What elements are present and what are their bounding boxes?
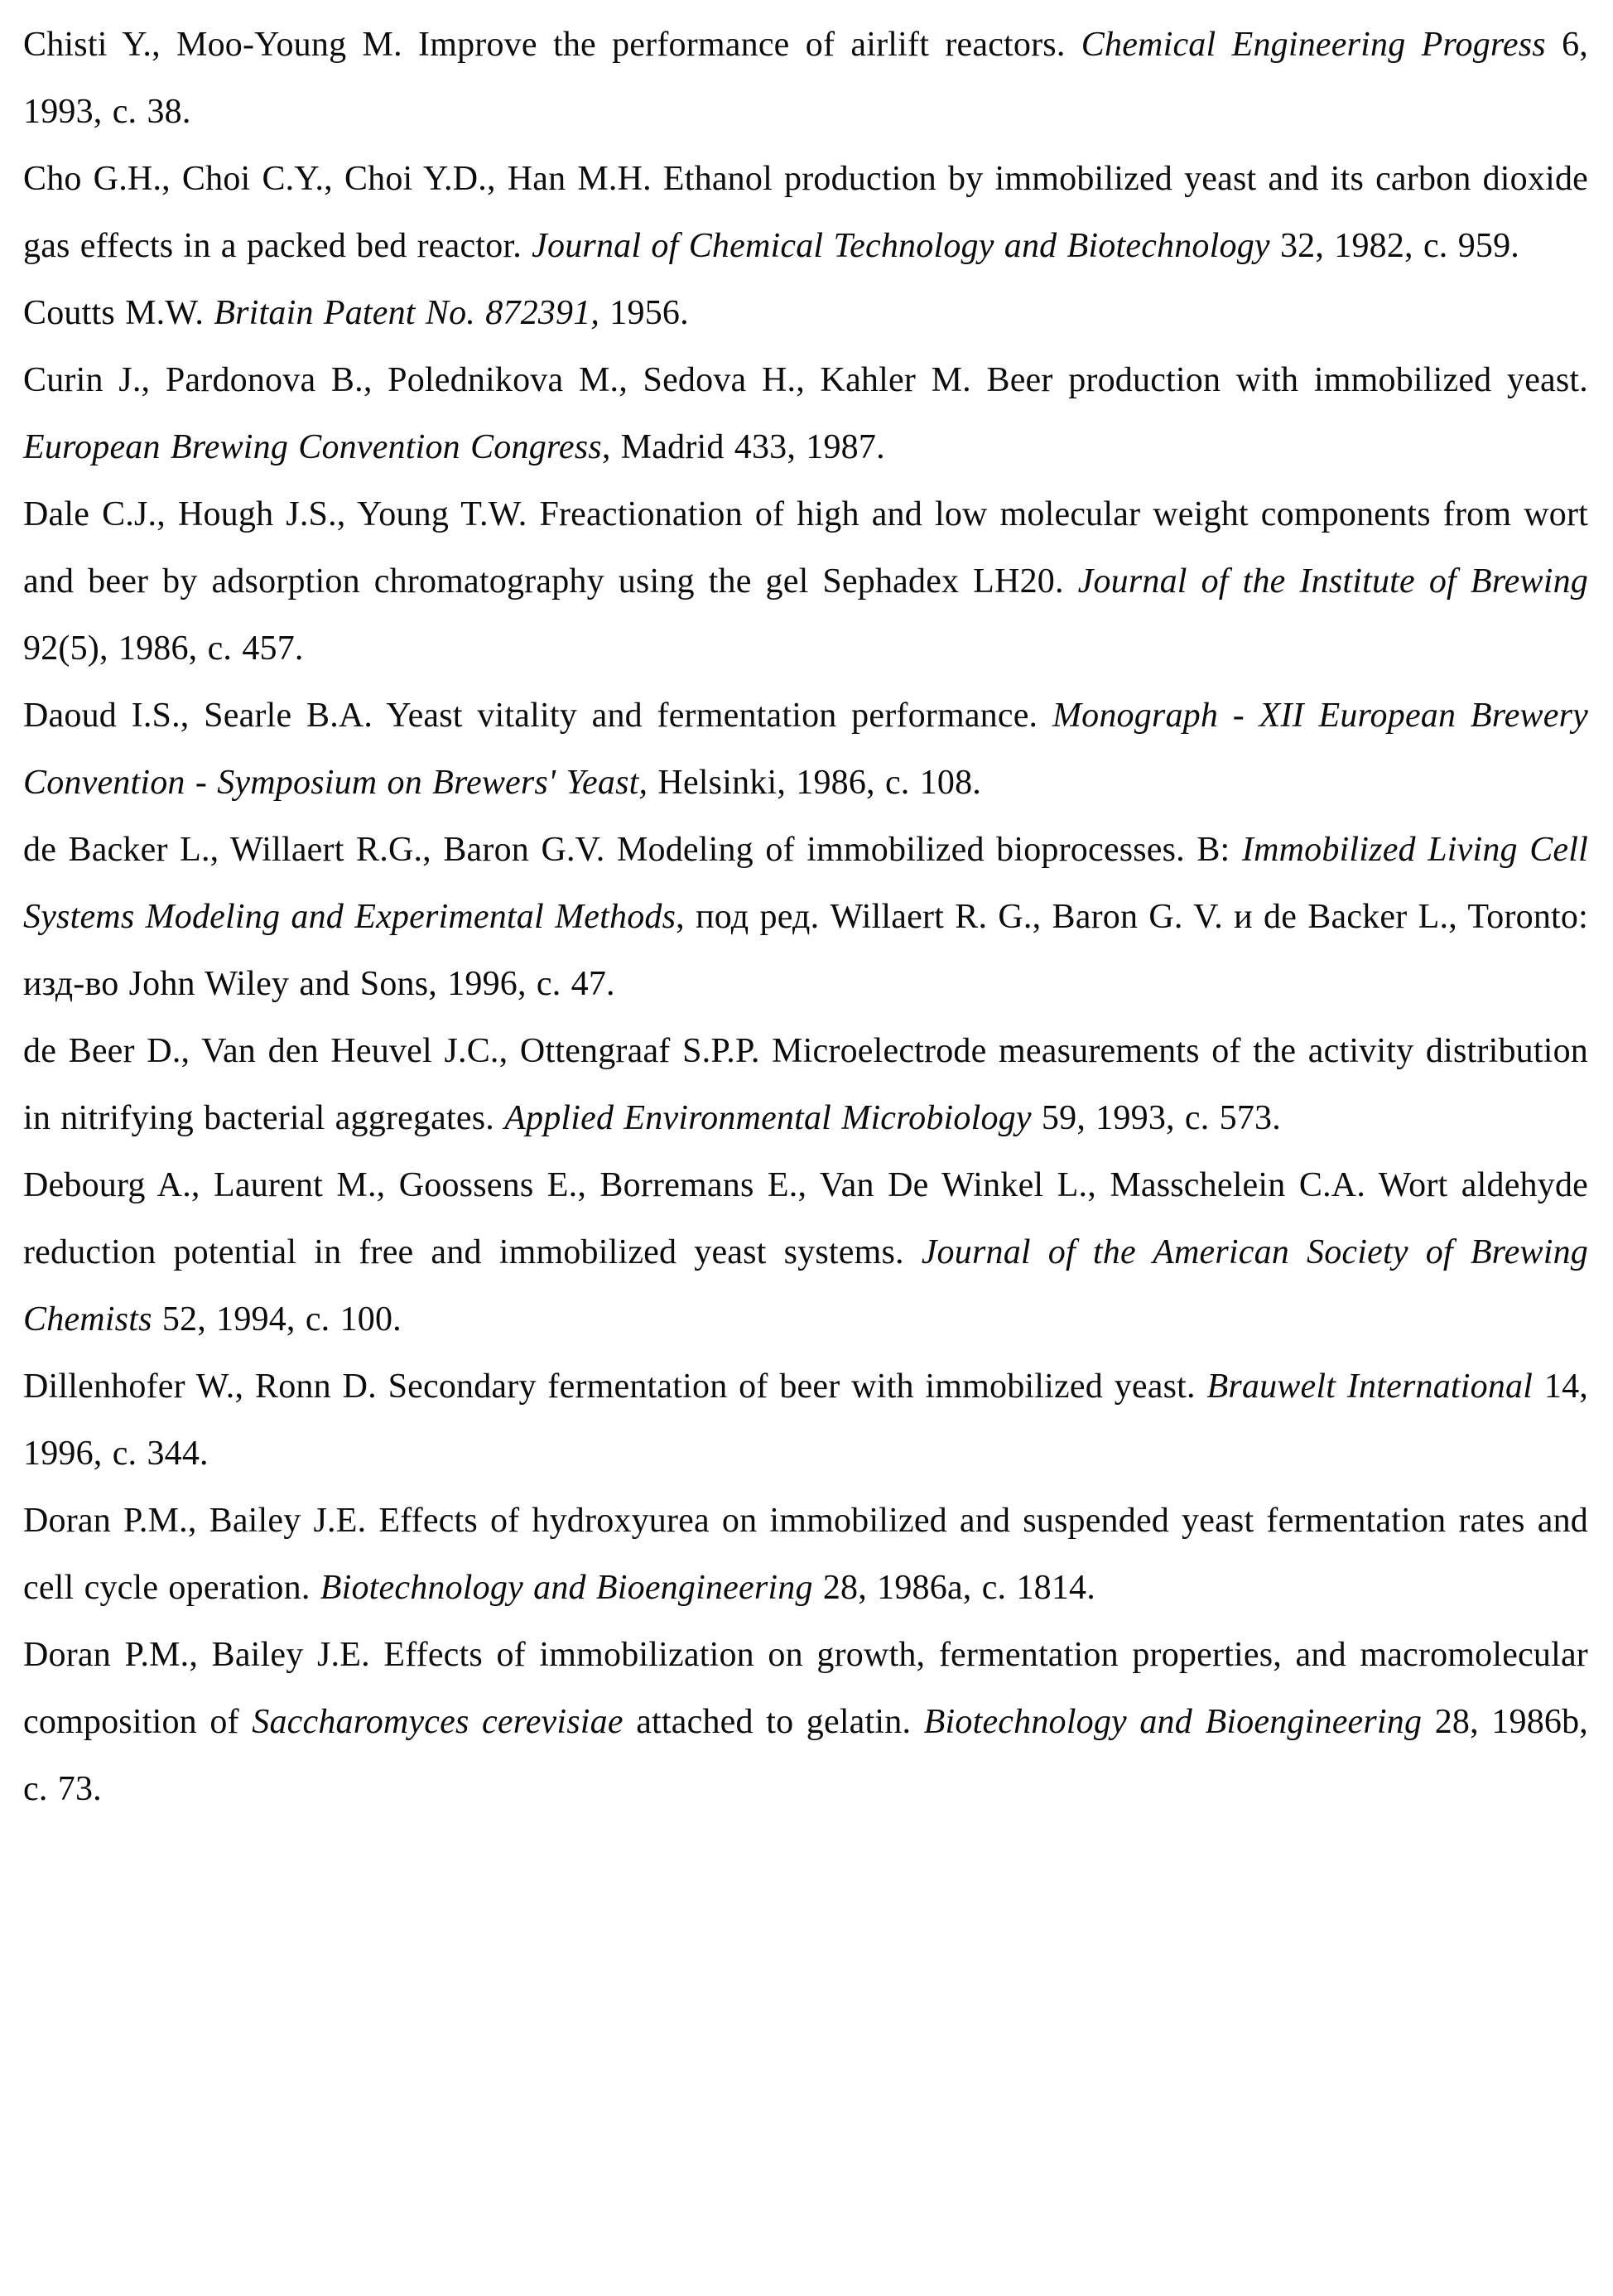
reference-text-run: 28, 1986a, c. 1814. <box>812 1569 1095 1607</box>
reference-text-run: Chisti Y., Moo-Young M. Improve the performance of airlift reactors. <box>23 26 1081 64</box>
reference-source-title: Britain Patent No. 872391, <box>214 294 600 332</box>
reference-source-title: Biotechnology and Bioengineering <box>923 1703 1423 1741</box>
reference-text-run: Dillenhofer W., Ronn D. Secondary fermentation of beer with immobilized yeast. <box>23 1367 1207 1406</box>
reference-text-run: Coutts M.W. <box>23 294 214 332</box>
reference-entry <box>23 1018 1588 1152</box>
reference-text-run: Cho G.H., Choi C.Y., Choi Y.D., Han M.H. Ethanol production by immobilized yeast and its carbon dioxide gas effects in a packed bed reactor. <box>23 160 1588 265</box>
reference-source-title: Journal of the American Society of Brewing Chemists <box>23 1233 1588 1339</box>
reference-text-run: 32, 1982, c. 959. <box>1269 227 1519 265</box>
reference-source-title: Immobilized Living Cell Systems Modeling and Experimental Methods <box>23 831 1588 936</box>
reference-source-title: Applied Environmental Microbiology <box>504 1099 1032 1137</box>
reference-source-title: Journal of the Institute of Brewing <box>1077 562 1588 601</box>
reference-text-run: de Beer D., Van den Heuvel J.C., Ottengraaf S.P.P. Microelectrode measurements of the activity distribution in nitrifying bacterial aggregates. <box>23 1032 1588 1137</box>
reference-entry <box>23 1353 1588 1488</box>
reference-source-title: Journal of Chemical Technology and Biotechnology <box>532 227 1270 265</box>
reference-text-run: attached to gelatin. <box>623 1703 924 1741</box>
reference-text-run: , под ред. Willaert R. G., Baron G. V. и de Backer L., Toronto: изд-во John Wiley and Sons, 1996, c. 47. <box>23 898 1588 1003</box>
reference-text-run: 28, 1986b, c. 73. <box>23 1703 1589 1808</box>
reference-entry <box>23 1152 1588 1353</box>
reference-entry <box>23 1488 1588 1622</box>
reference-entry <box>23 347 1588 481</box>
reference-entry <box>23 817 1588 1018</box>
reference-text-run: 92(5), 1986, c. 457. <box>23 629 304 668</box>
reference-text-run: Daoud I.S., Searle B.A. Yeast vitality and fermentation performance. <box>23 697 1052 735</box>
reference-text-run: 1956. <box>599 294 689 332</box>
reference-source-title: European Brewing Convention Congress <box>23 428 602 466</box>
reference-entry <box>23 683 1588 817</box>
reference-text-run: , Madrid 433, 1987. <box>601 428 885 466</box>
reference-entry <box>23 12 1588 146</box>
reference-text-run: Curin J., Pardonova B., Polednikova M., Sedova H., Kahler M. Beer production with immobilized yeast. <box>23 361 1588 399</box>
reference-text-run: Doran P.M., Bailey J.E. Effects of immobilization on growth, fermentation properties, and macromolecular composition of <box>23 1636 1588 1741</box>
reference-source-title: Chemical Engineering Progress <box>1081 26 1546 64</box>
reference-source-title: Brauwelt International <box>1206 1367 1534 1406</box>
reference-entry <box>23 280 1588 347</box>
reference-source-title: Monograph - XII European Brewery Convention - Symposium on Brewers' Yeast, <box>23 697 1588 802</box>
reference-entry <box>23 1622 1588 1823</box>
reference-entry <box>23 146 1588 280</box>
reference-text-run: Debourg A., Laurent M., Goossens E., Borremans E., Van De Winkel L., Masschelein C.A. Wort aldehyde reduction potential in free and immobilized yeast systems. <box>23 1166 1588 1271</box>
reference-text-run: 59, 1993, c. 573. <box>1031 1099 1281 1137</box>
reference-text-run: 52, 1994, c. 100. <box>152 1300 402 1339</box>
reference-text-run: 6, 1993, c. 38. <box>23 26 1588 131</box>
reference-entry <box>23 481 1588 683</box>
reference-text-run: 14, 1996, c. 344. <box>23 1367 1588 1473</box>
reference-text-run: Dale C.J., Hough J.S., Young T.W. Freactionation of high and low molecular weight components from wort and beer by adsorption chromatography using the gel Sephadex LH20. <box>23 495 1588 601</box>
reference-source-title: Saccharomyces cerevisiae <box>252 1703 624 1741</box>
reference-text-run: de Backer L., Willaert R.G., Baron G.V. Modeling of immobilized bioprocesses. В: <box>23 831 1242 869</box>
reference-text-run: Helsinki, 1986, c. 108. <box>648 764 981 802</box>
reference-source-title: Biotechnology and Bioengineering <box>320 1569 813 1607</box>
reference-list <box>23 12 1588 1823</box>
reference-text-run: Doran P.M., Bailey J.E. Effects of hydroxyurea on immobilized and suspended yeast fermentation rates and cell cycle operation. <box>23 1502 1588 1607</box>
